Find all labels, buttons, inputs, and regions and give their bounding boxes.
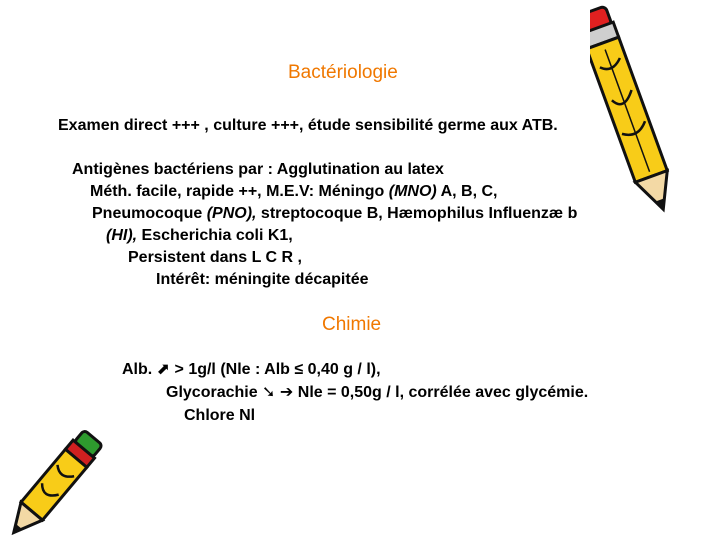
- pencil-top-right-icon: [590, 0, 670, 230]
- antigens-line-2: [90, 182, 497, 202]
- antigens-line-3-text-c: streptocoque B, Hæmophilus Influenzæ b: [256, 205, 578, 222]
- antigens-line-1: Antigènes bactériens par : Agglutination au latex: [72, 161, 444, 178]
- antigens-line-2-mno: (MNO): [388, 183, 437, 200]
- antigens-line-3-text-a: Pneumocoque: [92, 205, 207, 222]
- pencil-bottom-left-icon: [0, 430, 110, 540]
- antigens-line-6: Intérêt: méningite décapitée: [156, 271, 369, 288]
- right-arrow-icon: ➔: [279, 384, 294, 401]
- antigens-line-3: [92, 204, 577, 224]
- chem-albumin-line: [122, 360, 381, 380]
- antigens-line-4-text-b: Escherichia coli K1,: [137, 227, 293, 244]
- antigens-line-4: [106, 226, 293, 246]
- exam-line: Examen direct +++ , culture +++, étude sensibilité germe aux ATB.: [58, 117, 558, 134]
- antigens-line-2-text-a: Méth. facile, rapide ++, M.E.V: Méningo: [90, 183, 389, 200]
- up-right-arrow-icon: ⬈: [156, 361, 171, 378]
- heading-bacteriologie: Bactériologie: [288, 62, 398, 83]
- antigens-line-4-hi: (HI),: [106, 227, 138, 244]
- chem-albumin-text-a: Alb.: [122, 361, 157, 378]
- chem-glycorachie-line: [166, 383, 588, 403]
- antigens-line-3-pno: (PNO),: [206, 205, 257, 222]
- chem-chlore-line: Chlore Nl: [184, 407, 256, 424]
- chem-glycorachie-text-b: Nle = 0,50g / l, corrélée avec glycémie.: [293, 384, 589, 401]
- chem-albumin-text-b: > 1g/l (Nle : Alb ≤ 0,40 g / l),: [170, 361, 381, 378]
- antigens-line-2-text-c: A, B, C,: [436, 183, 498, 200]
- chem-glycorachie-text-a: Glycorachie: [166, 384, 263, 401]
- down-right-arrow-icon: ➘: [262, 384, 276, 401]
- antigens-line-5: Persistent dans L C R ,: [128, 249, 302, 266]
- heading-chimie: Chimie: [322, 314, 382, 335]
